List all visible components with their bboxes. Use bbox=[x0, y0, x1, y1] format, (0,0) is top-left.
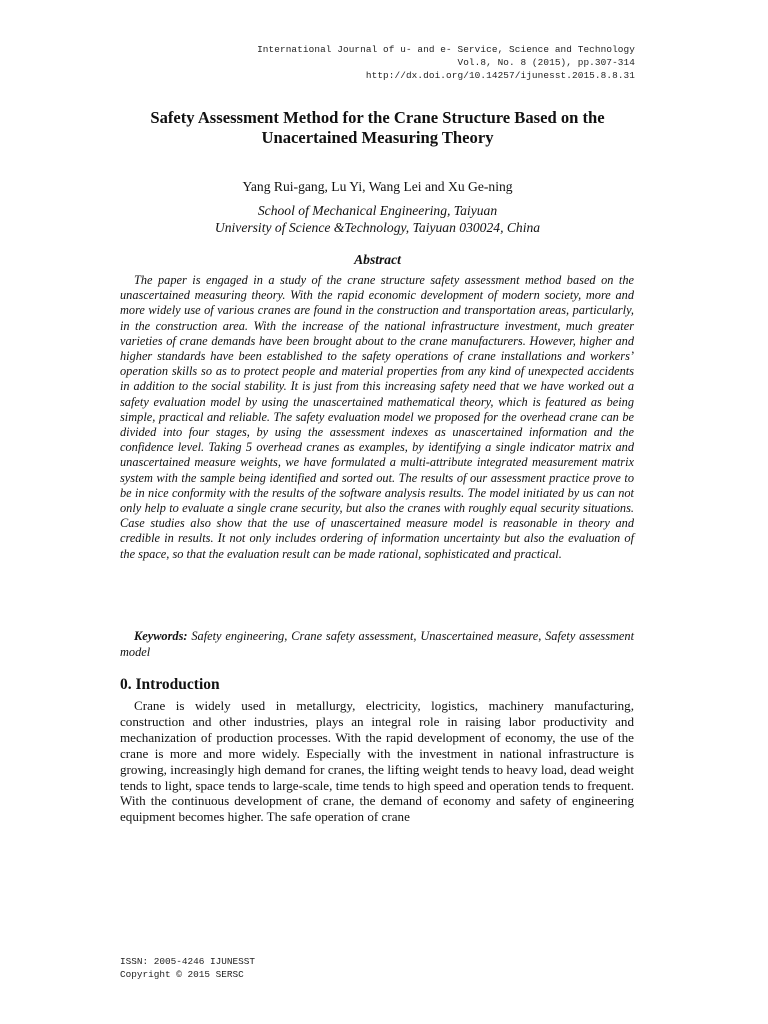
authors: Yang Rui-gang, Lu Yi, Wang Lei and Xu Ge-ning bbox=[242, 179, 513, 194]
paper-title bbox=[105, 108, 650, 148]
journal-volume: Vol.8, No. 8 (2015), pp.307-314 bbox=[457, 57, 635, 68]
title-line-1: Safety Assessment Method for the Crane Structure Based on the bbox=[150, 108, 605, 127]
journal-header bbox=[115, 43, 635, 82]
keywords-label: Keywords: bbox=[134, 629, 188, 643]
introduction-heading: 0. Introduction bbox=[120, 676, 220, 693]
journal-name: International Journal of u- and e- Service, Science and Technology bbox=[257, 44, 635, 55]
doi-link[interactable]: http://dx.doi.org/10.14257/ijunesst.2015.8.8.31 bbox=[365, 70, 635, 81]
abstract-text: The paper is engaged in a study of the crane structure safety assessment method based on the unascertained measuring theory. With the rapid economic development of modern society, more and more widely use of various cranes are found in the construction and transportation areas, particularly, in the construction area. With the increase of the national infrastructure investment, much greater varieties of crane demands have been brought about to the crane manufacturers. However, higher and higher standards have been established to the safety operations of crane installations and workers’ operation skills so as to protect people and material properties from any kind of unexpected accidents in addition to the social stability. It is just from this increasing safety need that we have worked out a safety evaluation model by using the unascertained mathematical theory, which is featured as being simple, practical and reliable. The safety evaluation model we proposed for the overhead crane can be divided into four stages, by using the assessment indexes as unascertained information and the confidence level. Taking 5 overhead cranes as examples, by identifying a single indicator matrix and unascertained measure weights, we have formulated a multi-attribute integrated measurement matrix system with the sample being identified and sorted out. The results of our assessment practice prove to be in nice conformity with the results of the software analysis results. The model initiated by us can not only help to evaluate a single crane security, but also the cranes with roughly equal security situations. Case studies also show that the use of unascertained measure model is reasonable in theory and credible in results. It not only includes ordering of information uncertainty but also the evaluation of the space, so that the evaluation result can be made rational, sophisticated and practical. bbox=[120, 273, 634, 561]
issn: ISSN: 2005-4246 IJUNESST bbox=[120, 956, 256, 967]
footer bbox=[120, 955, 420, 981]
keywords bbox=[120, 628, 634, 660]
copyright: Copyright © 2015 SERSC bbox=[120, 969, 244, 980]
keywords-text: Safety engineering, Crane safety assessment, Unascertained measure, Safety assessment model bbox=[120, 629, 634, 659]
affiliation bbox=[100, 202, 655, 236]
introduction-text: Crane is widely used in metallurgy, electricity, logistics, machinery manufacturing, construction and other industries, plays an integral role in raising labor productivity and mechanization of production processes. With the rapid development of economy, the use of the crane is more and more widely. Especially with the investment in national infrastructure is growing, increasingly high demand for cranes, the lifting weight tends to heavy load, dead weight tends to light, space tends to large-scale, time tends to high speed and operation tends to frequent. With the continuous development of crane, the demand of economy and safety of engineering equipment becomes higher. The safe operation of crane bbox=[120, 698, 634, 825]
affiliation-line-2: University of Science &Technology, Taiyuan 030024, China bbox=[214, 220, 541, 235]
abstract-heading: Abstract bbox=[354, 252, 401, 267]
title-line-2: Unacertained Measuring Theory bbox=[261, 128, 494, 147]
affiliation-line-1: School of Mechanical Engineering, Taiyuan bbox=[257, 203, 498, 218]
